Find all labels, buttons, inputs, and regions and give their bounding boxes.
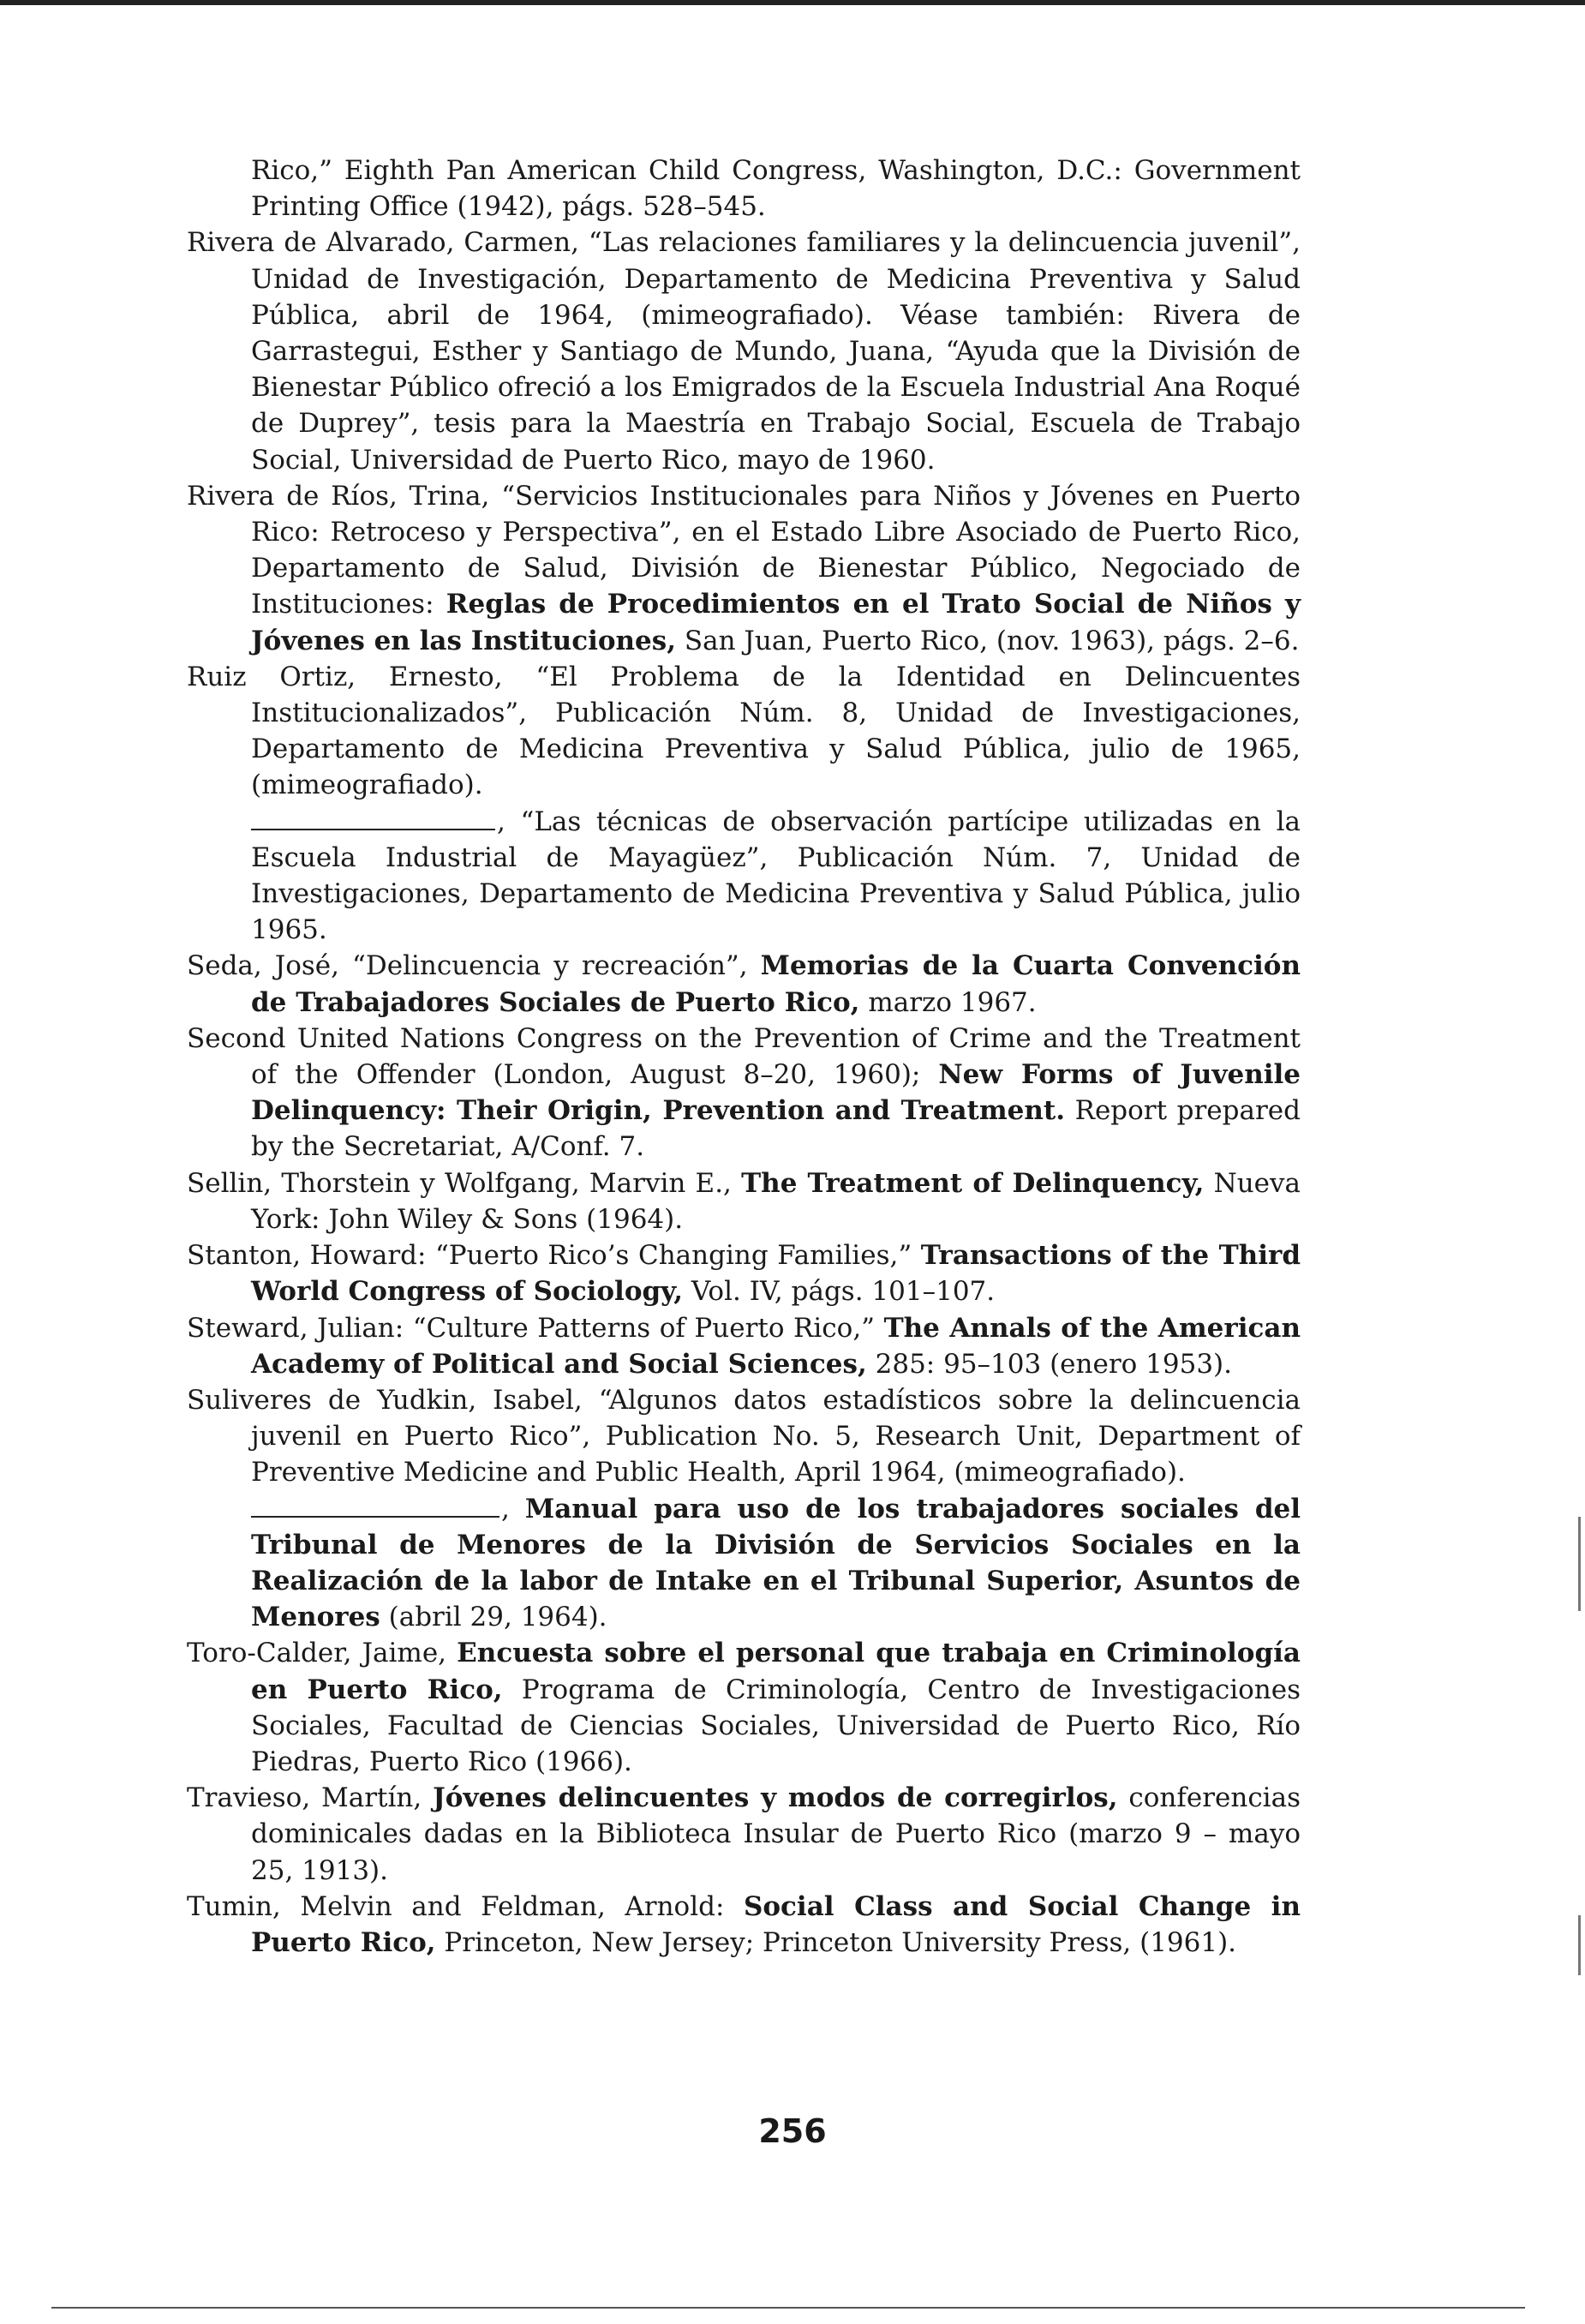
entry-text: Steward, Julian: “Culture Patterns of Puerto Rico,” — [187, 1312, 884, 1344]
entry-text: Second United Nations Congress on the Prevention of Crime and the Treatment of the Offender (London, August 8–20, 1960); — [187, 1022, 1301, 1091]
bibliography-entry — [187, 153, 1301, 225]
entry-title: The Treatment of Delinquency, — [741, 1167, 1205, 1199]
page-number: 256 — [758, 2112, 827, 2150]
bibliography-entry-same-author — [187, 804, 1301, 949]
bibliography-entry — [187, 1165, 1301, 1237]
entry-text: , — [501, 1493, 525, 1524]
entry-text: Rivera de Alvarado, Carmen, “Las relaciones familiares y la delincuencia juvenil”, Unidad de Investigación, Departamento de Medicina Preventiva y Salud Pública, abril de 1964, (mimeografiado). Véase también: Rivera de Garrastegui, Esther y Santiago de Mundo, Juana, “Ayuda que la División de Bienestar Público ofreció a los Emigrados de la Escuela Industrial Ana Roqué de Duprey”, tesis para la Maestría en Trabajo Social, Escuela de Trabajo Social, Universidad de Puerto Rico, mayo de 1960. — [187, 227, 1301, 476]
entry-text: Tumin, Melvin and Feldman, Arnold: — [187, 1890, 744, 1922]
entry-title: Encuesta sobre el personal que trabaja en Criminología en Puerto Rico, — [251, 1638, 1301, 1705]
entry-title: Jóvenes delincuentes y modos de corregirlos, — [433, 1782, 1118, 1814]
bibliography-entry — [187, 225, 1301, 477]
entry-text: Vol. IV, págs. 101–107. — [683, 1276, 996, 1308]
entry-text: Sellin, Thorstein y Wolfgang, Marvin E., — [187, 1167, 742, 1199]
bibliography-entry — [187, 1780, 1301, 1889]
entry-text: Nueva York: John Wiley & Sons (1964). — [251, 1167, 1301, 1235]
entry-text: Toro-Calder, Jaime, — [187, 1638, 458, 1669]
entry-text: Stanton, Howard: “Puerto Rico’s Changing Families,” — [187, 1240, 921, 1272]
entry-text: Suliveres de Yudkin, Isabel, “Algunos datos estadísticos sobre la delincuencia juvenil en Puerto Rico”, Publication No. 5, Research Unit, Department of Preventive Medicine and Public Health, April 1964, (mimeografiado). — [187, 1384, 1301, 1488]
bibliography-entry — [187, 1889, 1301, 1961]
bibliography-entry — [187, 1635, 1301, 1780]
entry-title: Transactions of the Third World Congress of Sociology, — [251, 1240, 1301, 1308]
entry-title: The Annals of the American Academy of Political and Social Sciences, — [251, 1312, 1301, 1380]
same-author-dash — [251, 1497, 499, 1518]
entry-text: Programa de Criminología, Centro de Investigaciones Sociales, Facultad de Ciencias Sociales, Universidad de Puerto Rico, Río Piedras, Puerto Rico (1966). — [251, 1674, 1301, 1777]
entry-text: Travieso, Martín, — [187, 1782, 434, 1814]
entry-text: conferencias dominicales dadas en la Biblioteca Insular de Puerto Rico (marzo 9 – mayo 25, 1913). — [251, 1782, 1301, 1886]
bibliography-entry — [187, 948, 1301, 1020]
bibliography-entry-same-author — [187, 1491, 1301, 1636]
entry-text: Ruiz Ortiz, Ernesto, “El Problema de la Identidad en Delincuentes Institucionalizados”, Publicación Núm. 8, Unidad de Investigaciones, Departamento de Medicina Preventiva y Salud Pública, julio de 1965, (mimeografiado). — [187, 661, 1301, 801]
entry-text: Rivera de Ríos, Trina, “Servicios Institucionales para Niños y Jóvenes en Puerto Rico: Retroceso y Perspectiva”, en el Estado Libre Asociado de Puerto Rico, Departamento de Salud, División de Bienestar Público, Negociado de Instituciones: — [187, 480, 1301, 620]
entry-title: Memorias de la Cuarta Convención de Trabajadores Sociales de Puerto Rico, — [251, 950, 1301, 1018]
scan-edge-mark — [1578, 1915, 1581, 1975]
entry-text: 285: 95–103 (enero 1953). — [866, 1348, 1233, 1380]
bibliography-entry — [187, 1237, 1301, 1309]
bibliography-entry — [187, 478, 1301, 659]
entry-text: Rico,” Eighth Pan American Child Congress, Washington, D.C.: Government Printing Office (1942), págs. 528–545. — [251, 155, 1301, 223]
entry-title: Social Class and Social Change in Puerto Rico, — [251, 1890, 1301, 1958]
bottom-border-rule — [51, 2307, 1525, 2309]
bibliography-entry — [187, 659, 1301, 804]
top-border-rule — [0, 0, 1585, 5]
bibliography-list — [187, 153, 1301, 1961]
entry-text: Seda, José, “Delincuencia y recreación”, — [187, 950, 761, 982]
bibliography-entry — [187, 1382, 1301, 1491]
entry-text: San Juan, Puerto Rico, (nov. 1963), págs. 2–6. — [676, 625, 1300, 656]
scan-edge-mark — [1578, 1517, 1581, 1611]
entry-title: Manual para uso de los trabajadores sociales del Tribunal de Menores de la División de Servicios Sociales en la Realización de la labor de Intake en el Tribunal Superior, Asuntos de Menores — [251, 1493, 1301, 1633]
same-author-dash — [251, 810, 495, 830]
entry-title: New Forms of Juvenile Delinquency: Their Origin, Prevention and Treatment. — [251, 1059, 1301, 1127]
entry-text: Princeton, New Jersey; Princeton University Press, (1961). — [435, 1926, 1237, 1958]
bibliography-entry — [187, 1310, 1301, 1382]
bibliography-entry — [187, 1021, 1301, 1165]
entry-text: (abril 29, 1964). — [380, 1602, 607, 1633]
entry-text: marzo 1967. — [859, 986, 1037, 1018]
entry-title: Reglas de Procedimientos en el Trato Social de Niños y Jóvenes en las Instituciones, — [251, 589, 1301, 656]
entry-text: Report prepared by the Secretariat, A/Conf. 7. — [251, 1095, 1301, 1163]
entry-text: , “Las técnicas de observación partícipe utilizadas en la Escuela Industrial de Mayagüez”, Publicación Núm. 7, Unidad de Investigaciones, Departamento de Medicina Preventiva y Salud Pública, julio 1965. — [251, 806, 1301, 946]
